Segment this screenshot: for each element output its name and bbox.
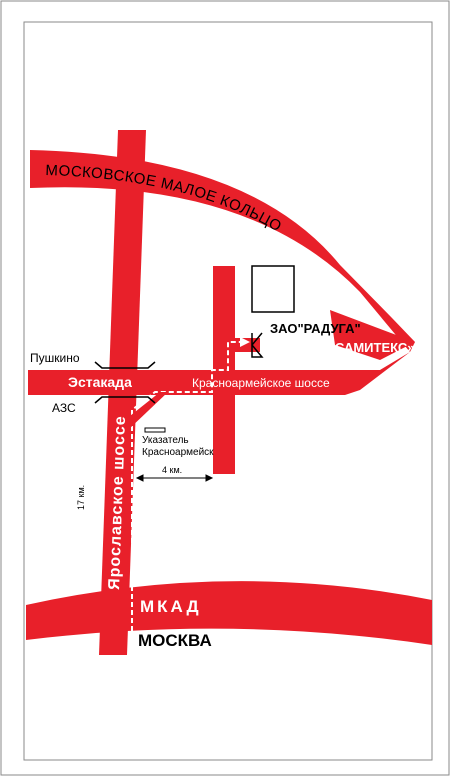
overpass-label: Эстакада — [68, 374, 132, 390]
mkad-label: МКАД — [140, 597, 202, 616]
company-label-line1: ЗАО"РАДУГА" — [270, 321, 361, 336]
company-building — [252, 266, 294, 312]
ring-road-label: МОСКОВСКОЕ МАЛОЕ КОЛЬЦО — [45, 161, 285, 236]
sign-label-line1: Указатель — [142, 435, 189, 446]
distance-17km-label: 17 км. — [76, 484, 86, 510]
city-label: МОСКВА — [138, 631, 212, 650]
sign-marker — [145, 428, 165, 432]
side-road-label: Красноармейское шоссе — [192, 376, 330, 390]
access-road — [213, 266, 235, 474]
distance-4km-label: 4 км. — [162, 465, 183, 475]
company-label-line2: ООО «ТД «САМИТЕКС» — [266, 340, 415, 355]
gas-station-label: АЗС — [52, 401, 76, 415]
highway-label: Ярославское шоссе — [106, 415, 130, 591]
town-label: Пушкино — [30, 351, 80, 365]
sign-label-line2: Красноармейск — [142, 447, 214, 458]
